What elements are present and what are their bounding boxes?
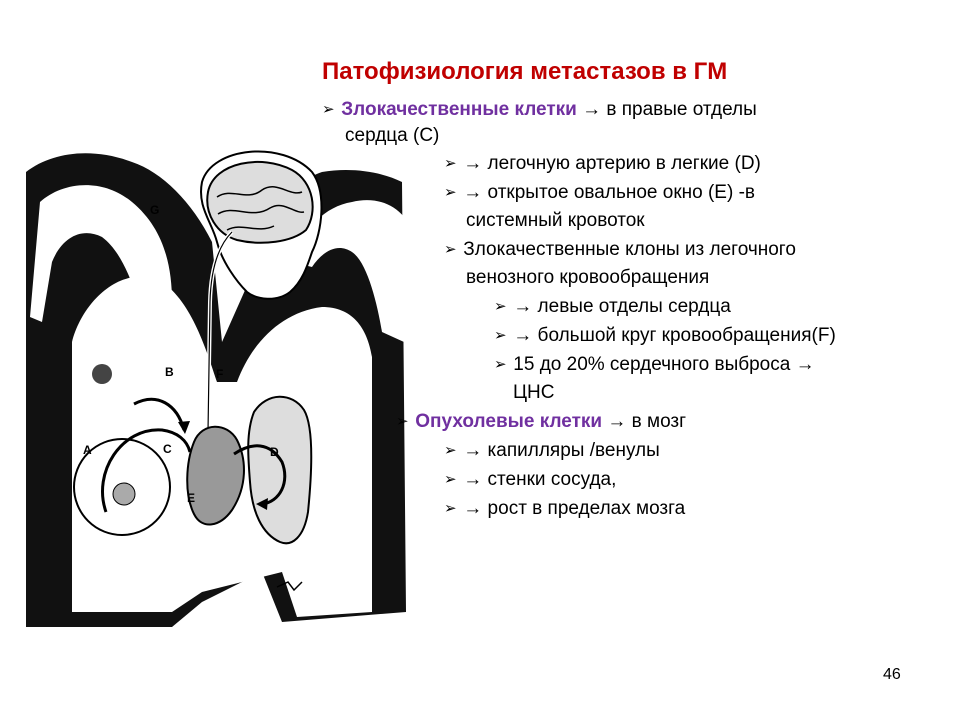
bullet-1-lead: Злокачественные клетки [341, 99, 577, 120]
bullet-arrow-icon: ➢ [444, 442, 457, 459]
bullet-8-lead: Опухолевые клетки [415, 411, 603, 432]
bullet-3-text: → открытое овальное окно (E) -в [463, 182, 755, 203]
page-number: 46 [883, 666, 901, 683]
bullet-arrow-icon: ➢ [444, 241, 457, 258]
bullet-2-text: → легочную артерию в легкие (D) [463, 153, 761, 174]
brain [207, 162, 312, 243]
label-d: D [270, 445, 279, 459]
bullet-8-rest: → в мозг [602, 411, 687, 432]
label-f: F [216, 367, 224, 381]
bullet-arrow-icon: ➢ [444, 155, 457, 172]
bullet-2 [444, 152, 761, 176]
bullet-9-text: → капилляры /венулы [463, 440, 660, 461]
bullet-3 [444, 181, 755, 205]
bullet-10 [444, 468, 616, 492]
bullet-10-text: → стенки сосуда, [463, 469, 617, 490]
bullet-7 [494, 353, 815, 377]
bullet-1-rest: → в правые отделы [576, 99, 757, 120]
bullet-4 [444, 238, 796, 262]
bullet-5 [494, 295, 731, 319]
bullet-arrow-icon: ➢ [322, 101, 335, 118]
bullet-7-cont: ЦНС [513, 382, 555, 403]
slide-title: Патофизиология метастазов в ГМ [322, 58, 728, 85]
bullet-arrow-icon: ➢ [494, 298, 507, 315]
label-e: E [187, 491, 196, 505]
label-a: A [83, 443, 92, 457]
metastasis-illustration [22, 142, 418, 632]
bullet-arrow-icon: ➢ [444, 500, 457, 517]
bullet-4-text: Злокачественные клоны из легочного [463, 239, 796, 260]
bullet-arrow-icon: ➢ [494, 356, 507, 373]
bullet-arrow-icon: ➢ [444, 184, 457, 201]
bullet-arrow-icon: ➢ [396, 413, 409, 430]
label-c: C [163, 442, 172, 456]
bullet-arrow-icon: ➢ [494, 327, 507, 344]
label-b: B [165, 365, 174, 379]
bullet-5-text: → левые отделы сердца [513, 296, 731, 317]
bullet-4-cont: венозного кровообращения [466, 267, 710, 288]
bullet-7-text: 15 до 20% сердечного выброса → [513, 354, 815, 375]
bullet-arrow-icon: ➢ [444, 471, 457, 488]
bullet-1-cont: сердца (C) [345, 125, 440, 146]
bullet-6 [494, 324, 836, 348]
bullet-11 [444, 497, 685, 521]
bullet-9 [444, 439, 660, 463]
bullet-3-cont: системный кровоток [466, 210, 645, 231]
bullet-6-text: → большой круг кровообращения(F) [513, 325, 836, 346]
label-g: G [150, 203, 160, 217]
bullet-8 [396, 410, 686, 434]
bullet-1 [322, 98, 757, 122]
axillary-tumor [92, 364, 112, 384]
tumor-primary [113, 483, 135, 505]
bullet-11-text: → рост в пределах мозга [463, 498, 686, 519]
